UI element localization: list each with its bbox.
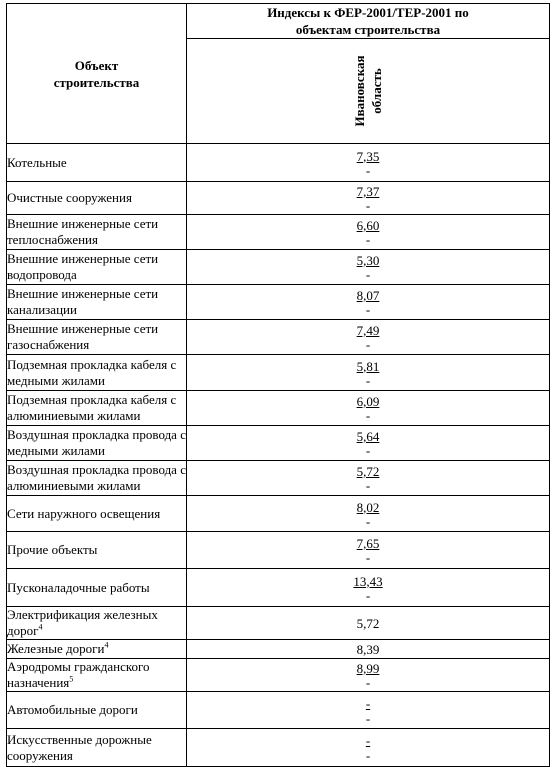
header-object (7, 4, 187, 144)
index-value: 13,43 (353, 573, 383, 589)
row-object-name (7, 426, 187, 461)
index-sub-value: - (365, 675, 371, 690)
table-row (7, 607, 550, 640)
table-row (7, 729, 550, 767)
row-object-name (7, 144, 187, 182)
row-index-value (187, 640, 550, 659)
row-index-value (187, 144, 550, 182)
row-index-value (187, 426, 550, 461)
index-value: - (365, 695, 371, 711)
index-value: 8,39 (356, 641, 380, 657)
object-name-text: Подземная прокладка кабеля с алюминиевыми жилами (7, 392, 177, 423)
object-name-text: Очистные сооружения (7, 190, 132, 205)
row-object-name (7, 391, 187, 426)
index-value: 5,81 (356, 358, 380, 374)
table-row (7, 144, 550, 182)
index-value: 6,09 (356, 394, 380, 409)
row-object-name (7, 320, 187, 355)
table-row (7, 320, 550, 355)
table-row (7, 426, 550, 461)
index-value: - (365, 733, 371, 748)
row-object-name (7, 496, 187, 532)
header-indices-label: Индексы к ФЕР-2001/ТЕР-2001 по объектам строительства (267, 5, 469, 37)
footnote-mark: 4 (104, 640, 109, 650)
index-sub-value: - (365, 513, 371, 529)
index-sub-value: - (365, 587, 371, 603)
index-sub-value: - (365, 198, 371, 213)
table-row (7, 355, 550, 391)
row-index-value (187, 607, 550, 640)
row-index-value (187, 215, 550, 250)
footnote-mark: 5 (69, 674, 74, 684)
index-value: 6,60 (356, 218, 380, 233)
index-sub-value: - (365, 710, 371, 726)
index-value: 5,64 (356, 429, 380, 444)
index-value: 7,35 (356, 148, 380, 164)
indices-table (6, 3, 550, 767)
index-value: 5,72 (356, 615, 380, 631)
table-row (7, 250, 550, 285)
index-sub-value: - (365, 162, 371, 178)
row-index-value (187, 532, 550, 569)
index-sub-value: - (365, 302, 371, 317)
row-index-value (187, 320, 550, 355)
index-value: 5,30 (356, 253, 380, 268)
row-object-name (7, 569, 187, 607)
header-region-label: Ивановская область (352, 55, 384, 127)
index-sub-value: - (365, 748, 371, 763)
index-sub-value: - (365, 408, 371, 423)
table-row (7, 569, 550, 607)
index-value: 8,99 (356, 661, 380, 676)
index-sub-value: - (365, 267, 371, 282)
table-row (7, 285, 550, 320)
row-object-name (7, 355, 187, 391)
header-object-label: Объект строительства (53, 57, 140, 90)
index-sub-value: - (365, 550, 371, 565)
index-sub-value: - (365, 232, 371, 247)
table-row (7, 532, 550, 569)
row-object-name (7, 461, 187, 496)
table-body (7, 144, 550, 767)
object-name-text: Пусконаладочные работы (7, 579, 150, 595)
table-row (7, 496, 550, 532)
row-index-value (187, 391, 550, 426)
object-name-text: Сети наружного освещения (7, 505, 161, 521)
object-name-text: Подземная прокладка кабеля с медными жилами (7, 356, 177, 388)
index-value: 7,49 (356, 323, 380, 338)
row-index-value (187, 285, 550, 320)
index-value: 8,02 (356, 499, 380, 515)
row-object-name (7, 215, 187, 250)
row-object-name (7, 692, 187, 729)
row-object-name (7, 607, 187, 640)
index-sub-value: - (365, 443, 371, 458)
row-index-value (187, 355, 550, 391)
row-object-name (7, 250, 187, 285)
object-name-text: Прочие объекты (7, 542, 98, 557)
object-name-text: Аэродромы гражданского назначения (7, 659, 150, 690)
object-name-text: Внешние инженерные сети канализации (7, 286, 159, 317)
row-object-name (7, 285, 187, 320)
row-object-name (7, 182, 187, 215)
object-name-text: Внешние инженерные сети теплоснабжения (7, 216, 159, 247)
table-row (7, 692, 550, 729)
index-value: 5,72 (356, 464, 380, 479)
object-name-text: Автомобильные дороги (7, 702, 138, 717)
row-object-name (7, 729, 187, 767)
footnote-mark: 4 (38, 622, 43, 632)
row-index-value (187, 182, 550, 215)
object-name-text: Внешние инженерные сети газоснабжения (7, 321, 159, 352)
row-index-value (187, 659, 550, 692)
index-sub-value: - (365, 337, 371, 352)
row-index-value (187, 692, 550, 729)
object-name-text: Искусственные дорожные сооружения (7, 731, 152, 763)
row-index-value (187, 461, 550, 496)
index-value: 7,65 (356, 536, 380, 551)
row-index-value (187, 496, 550, 532)
row-index-value (187, 729, 550, 767)
row-index-value (187, 250, 550, 285)
object-name-text: Воздушная прокладка провода с медными жилами (7, 427, 186, 458)
header-indices (187, 4, 550, 39)
object-name-text: Воздушная прокладка провода с алюминиевыми жилами (7, 462, 186, 493)
header-region (187, 39, 550, 144)
row-object-name (7, 659, 187, 692)
object-name-text: Внешние инженерные сети водопровода (7, 251, 159, 282)
index-sub-value: - (365, 372, 371, 388)
table-row (7, 391, 550, 426)
row-object-name (7, 640, 187, 659)
object-name-text: Железные дороги (7, 641, 105, 656)
object-name-text: Котельные (7, 154, 67, 170)
index-value: 7,37 (356, 184, 380, 199)
table-row (7, 215, 550, 250)
object-name-text: Электрификация железных дорог (7, 607, 158, 638)
table-row (7, 640, 550, 659)
table-row (7, 461, 550, 496)
row-object-name (7, 532, 187, 569)
row-index-value (187, 569, 550, 607)
table-row (7, 659, 550, 692)
index-sub-value: - (365, 478, 371, 493)
table-row (7, 182, 550, 215)
index-value: 8,07 (356, 288, 380, 303)
